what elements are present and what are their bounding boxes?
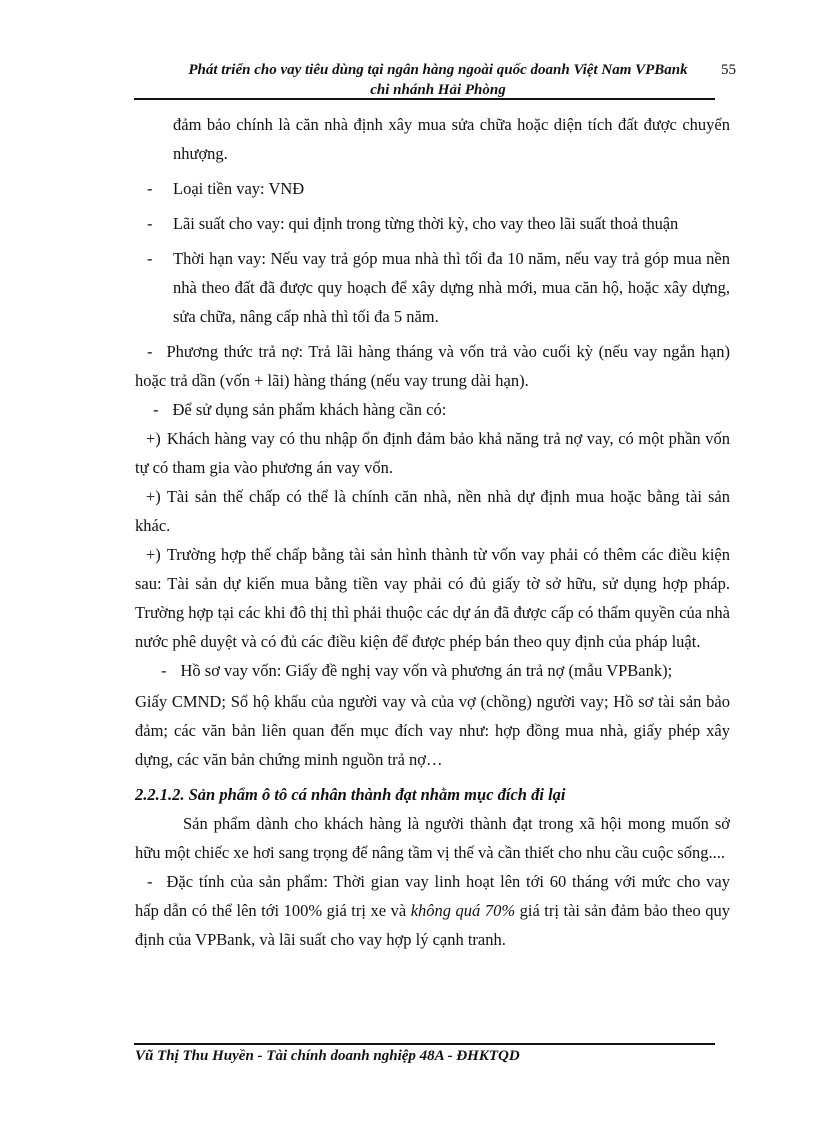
list-item-term	[135, 244, 730, 331]
dash-bullet: -	[147, 214, 153, 233]
paragraph-section-intro: Sản phẩm dành cho khách hàng là người thành đạt trong xã hội mong muốn sở hữu một chiếc xe hơi sang trọng để nâng tầm vị thế và cần thiết cho nhu cầu cuộc sống....	[135, 814, 730, 862]
plus-bullet: +)	[146, 487, 161, 506]
list-item-text: Loại tiền vay: VNĐ	[173, 179, 305, 198]
paragraph-text-part-1: Đặc tính của sản phẩm: Thời gian vay linh hoạt lên tới 60 tháng với mức cho vay hấp dẫn có thể lên tới 100% giá trị xe và	[135, 872, 730, 920]
paragraph-text: Để sử dụng sản phẩm khách hàng cần có:	[172, 400, 447, 419]
paragraph-requirements	[135, 395, 730, 424]
page-number: 55	[721, 62, 736, 78]
dash-bullet: -	[147, 179, 153, 198]
list-item-text: Thời hạn vay: Nếu vay trả góp mua nhà thì tối đa 10 năm, nếu vay trả góp mua nền nhà theo đất đã được quy hoạch để xây dựng nhà mới, mua căn hộ, hoặc xây dựng, sửa chữa, nâng cấp nhà thì tối đa 5 năm.	[173, 249, 730, 326]
running-footer: Vũ Thị Thu Huyền - Tài chính doanh nghiệp 48A - ĐHKTQD	[135, 1048, 520, 1064]
body-content	[135, 110, 730, 954]
dash-bullet: -	[147, 342, 153, 361]
paragraph-text: Trường hợp thế chấp bằng tài sản hình thành từ vốn vay phải có thêm các điều kiện sau: Tài sản dự kiến mua bằng tiền vay phải có đủ giấy tờ sở hữu, sử dụng hợp pháp. Trường hợp tại các khi đô thị thì phải thuộc các dự án đã được cấp có thẩm quyền của nhà nước phê duyệt và có đủ các điều kiện để được phép bán theo quy định của pháp luật.	[135, 545, 730, 651]
continued-paragraph: đảm bảo chính là căn nhà định xây mua sửa chữa hoặc diện tích đất được chuyển nhượng.	[173, 115, 730, 163]
paragraph-text-part-2: giá trị tài sản đảm bảo theo quy định của VPBank, và lãi suất cho vay hợp lý cạnh tranh.	[135, 901, 730, 949]
dash-bullet: -	[161, 661, 167, 680]
paragraph-features	[135, 867, 730, 954]
list-item-currency	[135, 174, 730, 203]
paragraph-text: Phương thức trả nợ: Trả lãi hàng tháng và vốn trả vào cuối kỳ (nếu vay ngắn hạn) hoặc trả dần (vốn + lãi) hàng tháng (nếu vay trung dài hạn).	[135, 342, 730, 390]
plus-bullet: +)	[146, 545, 161, 564]
paragraph-text: Khách hàng vay có thu nhập ổn định đảm bảo khả năng trả nợ vay, có một phần vốn tự có tham gia vào phương án vay vốn.	[135, 429, 730, 477]
paragraph-plus-future-asset	[135, 540, 730, 656]
dash-bullet: -	[153, 400, 159, 419]
header-title-line-1: Phát triển cho vay tiêu dùng tại ngân hàng ngoài quốc doanh Việt Nam VPBank	[188, 62, 688, 78]
paragraph-text: Hồ sơ vay vốn: Giấy đề nghị vay vốn và phương án trả nợ (mẫu VPBank);	[180, 661, 673, 680]
paragraph-documents-continued: Giấy CMND; Sổ hộ khẩu của người vay và của vợ (chồng) người vay; Hồ sơ tài sản bảo đảm; các văn bản liên quan đến mục đích vay như: hợp đồng mua nhà, giấy phép xây dựng, các văn bản chứng minh nguồn trả nợ…	[135, 692, 730, 769]
footer-divider	[134, 1043, 715, 1045]
paragraph-text: Tài sản thế chấp có thể là chính căn nhà, nền nhà dự định mua hoặc bằng tài sản khác.	[135, 487, 730, 535]
dash-bullet: -	[147, 872, 153, 891]
dash-bullet: -	[147, 249, 153, 268]
paragraph-plus-collateral	[135, 482, 730, 540]
paragraph-plus-income	[135, 424, 730, 482]
header-title-line-2: chi nhánh Hải Phòng	[370, 82, 506, 98]
running-header-title	[138, 60, 738, 100]
paragraph-text-italic: không quá 70%	[410, 901, 516, 920]
paragraph-documents	[135, 656, 730, 685]
list-item-text: Lãi suất cho vay: qui định trong từng thời kỳ, cho vay theo lãi suất thoả thuận	[173, 214, 679, 233]
plus-bullet: +)	[146, 429, 161, 448]
section-heading: 2.2.1.2. Sản phẩm ô tô cá nhân thành đạt nhằm mục đích đi lại	[135, 785, 566, 804]
header-divider	[134, 98, 715, 100]
list-item-interest	[135, 209, 730, 238]
paragraph-repayment	[135, 337, 730, 395]
